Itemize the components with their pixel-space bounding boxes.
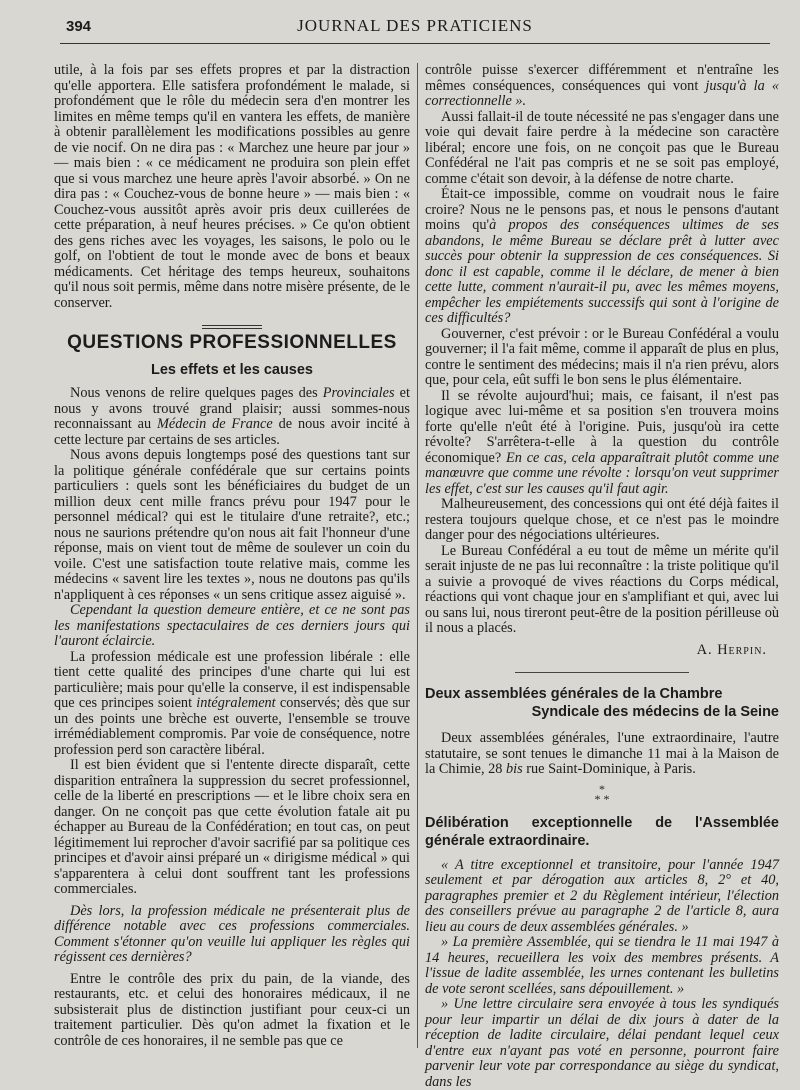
paragraph: Il se révolte aujourd'hui; mais, ce faisant, il n'est pas logique avec lui-même et sa position s'en trouvera moins forte qu'elle n'eût été à l'origine. Puis, jusqu'où ira cette révolte? S'arrêtera-t-elle à la question du contrôle économique? En ce cas, cela apparaîtrait plutôt comme une manœuvre que comme une révolte : lorsqu'on veut supprimer les effet, c'est sur les causes qu'il faut agir. [425,387,779,497]
article-title: Deux assemblées générales de la Chambre Syndicale des médecins de la Seine [425,686,779,720]
asterism: * * * [594,781,610,806]
author-signature: A. Herpin. [696,641,767,658]
column-divider [417,63,418,1048]
article-separator [515,672,689,673]
section-heading: QUESTIONS PROFESSIONNELLES [67,332,397,353]
paragraph: utile, à la fois par ses effets propres et par la distraction qu'elle apportera. Elle satisfera profondément le malade, si profondément que le rôle du médecin sera d'en montrer les limites en même temps qu'il en vantera les effets, de manière à obtenir parallèlement les modifications possibles au genre de vie nocif. On ne dira pas : « Marchez une heure par jour » — mais bien : « ce médicament ne produira son plein effet que si vous marchez une heure après l'avoir absorbé. » On ne dira pas : « Couchez-vous de bonne heure » — mais bien : « Couchez-vous aussitôt après avoir pris deux cuillerées de cette préparation, à neuf heures précises. » Ce qu'on obtient des gens riches avec les voyages, les saisons, le polo ou le golf, on l'obtient de tout le monde avec de bons et beaux médicaments. Cet héritage des temps heureux, souhaitons qu'il nous soit permis, même dans notre misère présente, de le conserver. [54,62,410,311]
italic-paragraph: Cependant la question demeure entière, et ce ne sont pas les manifestations spectaculaires de ces derniers jours qui l'auront éclaircie. [54,602,410,649]
paragraph: Nous avons depuis longtemps posé des questions tant sur la politique générale confédérale que sur certains points particuliers : quels sont les bénéficiaires du budget de un million deux cent mille francs prévu pour 1947 pour le personnel médical? qui est le titulaire d'une retraite?, etc.; nous ne saurions prétendre qu'on nous ait fait l'honneur d'une réponse, mais on vient tout de même de soulever un coin du voile. C'est une satisfaction toute relative mais, comme les médecins « savent lire les textes », nous ne doutons pas qu'ils n'appliquent à ces réponses « un sens critique assez aiguisé ». [54,447,410,603]
sub-heading: Délibération exceptionnelle de l'Assemblée générale extraordinaire. [425,814,779,849]
left-column [54,63,410,1049]
quoted-paragraph: » Une lettre circulaire sera envoyée à tous les syndiqués pour leur impartir un délai de dix jours à dater de la réception de ladite circulaire, délai pendant lequel ceux d'entre eux n'ayant pas voté en personne, pourront faire parvenir leur vote par correspondance au siège du syndicat, dans les [425,996,779,1090]
paragraph: Deux assemblées générales, l'une extraordinaire, l'autre statutaire, se sont tenues le dimanche 11 mai à la Maison de la Chimie, 28 bis rue Saint-Dominique, à Paris. [425,730,779,777]
paragraph: Entre le contrôle des prix du pain, de la viande, des restaurants, etc. et celui des honoraires médicaux, il ne subsisterait plus de distinction justifiant pour ceux-ci un traitement particulier. Dès qu'on admet la fixation et le contrôle de ces honoraires, il ne semble pas que ce [54,970,410,1049]
paragraph: Nous venons de relire quelques pages des Provinciales et nous y avons trouvé grand plaisir; aussi sommes-nous reconnaissant au Médecin de France de nous avoir incité à cette lecture par certains de ses articles. [54,385,410,448]
quoted-paragraph: » La première Assemblée, qui se tiendra le 11 mai 1947 à 14 heures, recueillera les voix des membres présents. A l'issue de ladite assemblée, les urnes contenant les bulletins de vote seront scellées, sans dépouillement. » [425,934,779,997]
article-title: Les effets et les causes [150,361,313,378]
running-head [60,14,770,42]
paragraph: Malheureusement, des concessions qui ont été déjà faites il restera toujours quelque chose, et ce n'est pas le moindre danger pour des négociations ultérieures. [425,496,779,543]
paragraph: Le Bureau Confédéral a eu tout de même un mérite qu'il serait injuste de ne pas lui reconnaître : la triste politique qu'il a suivie a provoqué de vives réactions du Corps médical, réactions qui vont chaque jour en s'amplifiant et qui, avec lui ou sans lui, nous tireront peut-être de la position périlleuse où il nous a placés. [425,542,779,636]
paragraph: contrôle puisse s'exercer différemment et n'entraîne les mêmes conséquences, conséquences qui vont jusqu'à la « correctionnelle ». [425,62,779,109]
page-number: 394 [66,18,92,35]
quoted-paragraph: « A titre exceptionnel et transitoire, pour l'année 1947 seulement et par dérogation aux articles 8, 2° et 40, paragraphes premier et 2 du Règlement intérieur, l'élection des conseillers prévue au paragraphe 2 de l'article 8, aura lieu au cours de deux assemblées générales. » [425,856,779,935]
italic-paragraph: Dès lors, la profession médicale ne présenterait plus de différence notable avec ces professions commerciales. Comment s'étonner qu'on veuille lui appliquer les règles qui régissent ces dernières? [54,902,410,965]
header-rule [60,43,770,44]
paragraph: Gouverner, c'est prévoir : or le Bureau Confédéral a voulu gouverner; il l'a fait même, comme il apparaît de plus en plus, contre le sentiment des médecins; mais il n'a rien prévu, alors que, pour cela, eût suffi le bon sens le plus élémentaire. [425,325,779,388]
journal-title: JOURNAL DES PRATICIENS [297,16,533,35]
right-column [425,63,779,1090]
section-rule [202,325,262,329]
paragraph: La profession médicale est une profession libérale : elle tient cette qualité des principes d'une charte qui lui est particulière; mais pour qu'elle la conserve, il est indispensable que ces principes soient intégralement conservés; dès que sur un des points une brèche est ouverte, l'ensemble se trouve irrémédiablement compromis. Par voie de conséquence, notre profession perd son caractère libéral. [54,648,410,758]
paragraph: Était-ce impossible, comme on voudrait nous le faire croire? Nous ne le pensons pas, et nous le pensons d'autant moins qu'à propos des conséquences ultimes de ses abandons, le même Bureau se déclare prêt à lutter avec succès pour obtenir la suppression de ces conséquences. Si donc il est capable, comme il le déclare, de mener à bien cette lutte, comment n'aurait-il pu, avec les mêmes moyens, empêcher les empiétements successifs qui sont à l'origine de ces difficultés? [425,186,779,326]
paragraph: Aussi fallait-il de toute nécessité ne pas s'engager dans une voie qui devait faire perdre à la médecine son caractère libéral; encore une fois, on ne conçoit pas que le Bureau Confédéral ne l'ait pas compris et ne se soit pas employé, comme c'était son devoir, à la défense de notre charte. [425,108,779,187]
paragraph: Il est bien évident que si l'entente directe disparaît, cette disparition entraînera la suppression du secret professionnel, celle de la liberté en prescriptions — et le libre choix sera en danger. On ne conçoit pas que cette évolution fatale ait pu échapper au Bureau de la Confédération; en tout cas, on peut légitimement lui reprocher d'avoir sacrifié par sa politique ces principes et d'avoir ainsi préparé un « dirigisme médical » qui s'apparentera à celui dont souffrent tant les professions commerciales. [54,757,410,897]
